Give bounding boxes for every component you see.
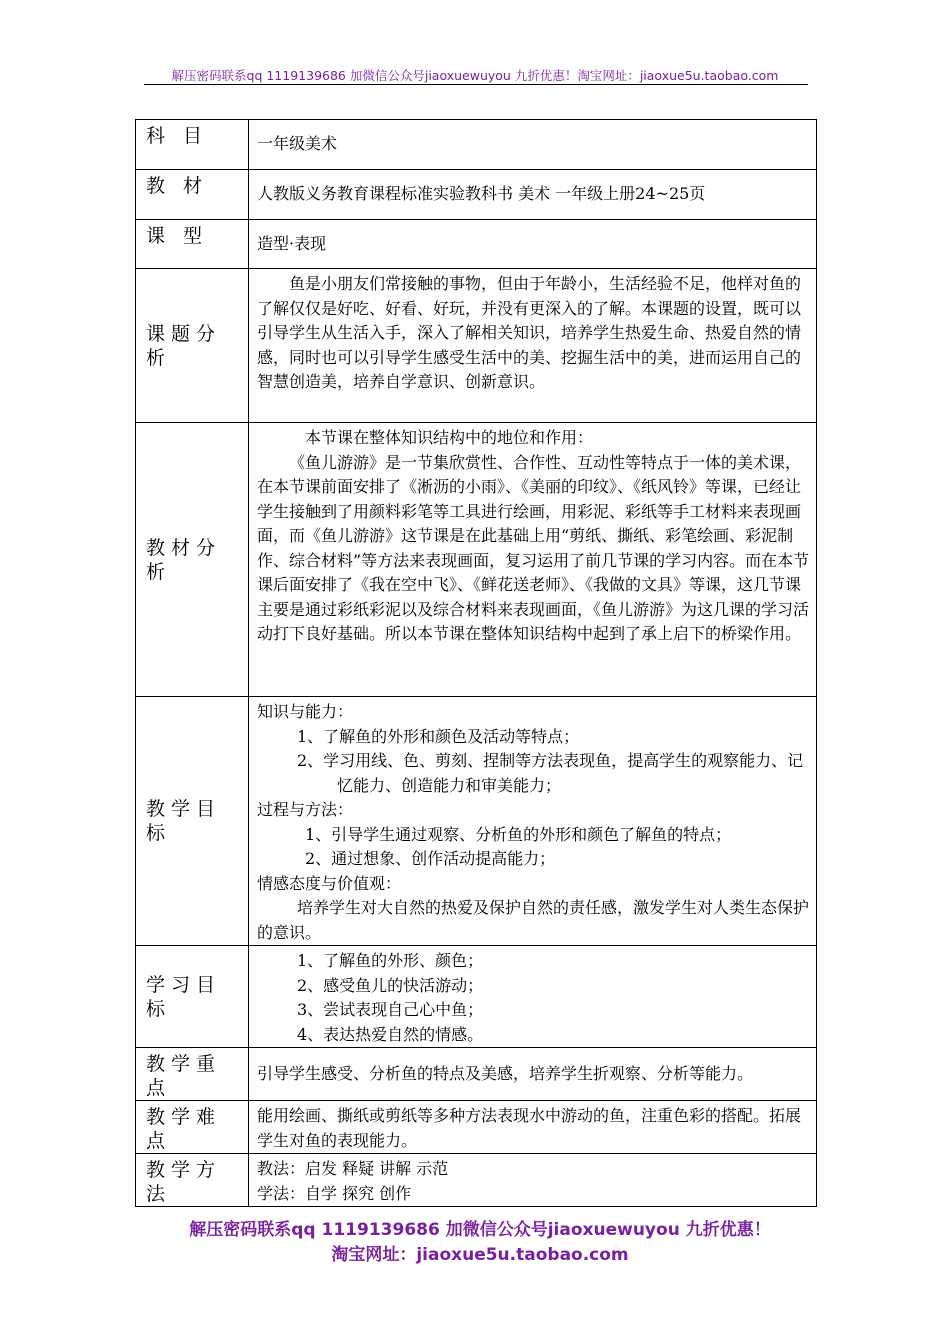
row-teaching-goals xyxy=(136,697,817,946)
row-difficulties xyxy=(136,1101,817,1154)
topic-analysis-text: 鱼是小朋友们常接触的事物，但由于年龄小，生活经验不足，他样对鱼的了解仅仅是好吃、好看、好玩，并没有更深入的了解。本课题的设置，既可以引导学生从生活入手，深入了解相关知识，培养学生热爱生命、热爱自然的情感，同时也可以引导学生感受生活中的美、挖掘生活中的美，进而运用自己的智慧创造美，培养自学意识、创新意识。 xyxy=(257,274,802,391)
label-material-analysis: 教材分析 xyxy=(136,423,249,697)
method-teach: 教法：启发 释疑 讲解 示范 xyxy=(257,1159,449,1178)
label-topic-analysis: 课题分析 xyxy=(136,269,249,423)
label-subject: 科 目 xyxy=(136,120,249,170)
row-learning-goals xyxy=(136,946,817,1048)
lesson-plan-table xyxy=(135,119,817,1207)
label-type: 课 型 xyxy=(136,220,249,269)
learning-item-1: 1、了解鱼的外形、颜色； xyxy=(297,951,484,970)
knowledge-item-1: 1、了解鱼的外形和颜色及活动等特点； xyxy=(297,726,580,746)
material-analysis-intro: 本节课在整体知识结构中的地位和作用： xyxy=(305,428,594,447)
value-material-analysis xyxy=(249,423,817,697)
label-teaching-goals: 教学目标 xyxy=(136,697,249,946)
value-learning-goals xyxy=(249,946,817,1048)
page-header: 解压密码联系qq 1119139686 加微信公众号jiaoxuewuyou 九折优惠！淘宝网址：jiaoxue5u.taobao.com xyxy=(171,68,779,83)
label-learning-goals: 学习目标 xyxy=(136,946,249,1048)
value-key-points: 引导学生感受、分析鱼的特点及美感，培养学生折观察、分析等能力。 xyxy=(249,1048,817,1101)
value-teaching-goals xyxy=(249,697,817,946)
learning-item-3: 3、尝试表现自己心中鱼； xyxy=(297,1000,484,1019)
knowledge-item-2: 2、学习用线、色、剪刻、捏制等方法表现鱼，提高学生的观察能力、记忆能力、创造能力和审美能力； xyxy=(297,751,804,795)
knowledge-title: 知识与能力： xyxy=(257,702,354,721)
row-material-analysis xyxy=(136,423,817,697)
value-textbook: 人教版义务教育课程标准实验教科书 美术 一年级上册24~25页 xyxy=(249,170,817,220)
value-subject: 一年级美术 xyxy=(249,120,817,170)
learning-item-4: 4、表达热爱自然的情感。 xyxy=(297,1024,484,1044)
process-title: 过程与方法： xyxy=(257,800,354,819)
footer-line-1: 解压密码联系qq 1119139686 加微信公众号jiaoxuewuyou 九折优惠！ xyxy=(189,1220,771,1240)
process-item-2: 2、通过想象、创作活动提高能力； xyxy=(305,849,556,868)
footer-line-2: 淘宝网址：jiaoxue5u.taobao.com xyxy=(331,1245,629,1265)
label-difficulties: 教学难点 xyxy=(136,1101,249,1154)
value-topic-analysis xyxy=(249,269,817,423)
row-topic-analysis xyxy=(136,269,817,423)
row-type xyxy=(136,220,817,269)
row-textbook xyxy=(136,170,817,220)
label-textbook: 教 材 xyxy=(136,170,249,220)
value-type: 造型·表现 xyxy=(249,220,817,269)
emotion-text: 培养学生对大自然的热爱及保护自然的责任感，激发学生对人类生态保护的意识。 xyxy=(257,898,810,942)
emotion-title: 情感态度与价值观： xyxy=(257,873,402,893)
value-methods xyxy=(249,1154,817,1207)
row-subject xyxy=(136,120,817,170)
header-rule xyxy=(144,84,808,85)
method-learn: 学法：自学 探究 创作 xyxy=(257,1183,412,1203)
value-difficulties: 能用绘画、撕纸或剪纸等多种方法表现水中游动的鱼，注重色彩的搭配。拓展学生对鱼的表现能力。 xyxy=(249,1101,817,1154)
label-key-points: 教学重点 xyxy=(136,1048,249,1101)
row-key-points xyxy=(136,1048,817,1101)
page-footer xyxy=(130,1218,830,1268)
row-methods xyxy=(136,1154,817,1207)
process-item-1: 1、引导学生通过观察、分析鱼的外形和颜色了解鱼的特点； xyxy=(305,824,732,844)
label-methods: 教学方法 xyxy=(136,1154,249,1207)
material-analysis-text: 《鱼儿游游》是一节集欣赏性、合作性、互动性等特点于一体的美术课，在本节课前面安排了《淅沥的小雨》、《美丽的印纹》、《纸风铃》等课，已经让学生接触到了用颜料彩笔等工具进行绘画，用彩泥、彩纸等手工材料来表现画面，而《鱼儿游游》这节课是在此基础上用“剪纸、撕纸、彩笔绘画、彩泥制作、综合材料”等方法来表现画面，复习运用了前几节课的学习内容。而在本节课后面安排了《我在空中飞》、《鲜花送老师》、《我做的文具》等课，这几节课主要是通过彩纸彩泥以及综合材料来表现画面，《鱼儿游游》为这几课的学习活动打下良好基础。所以本节课在整体知识结构中起到了承上启下的桥梁作用。 xyxy=(257,452,810,643)
learning-item-2: 2、感受鱼儿的快活游动； xyxy=(297,975,484,995)
